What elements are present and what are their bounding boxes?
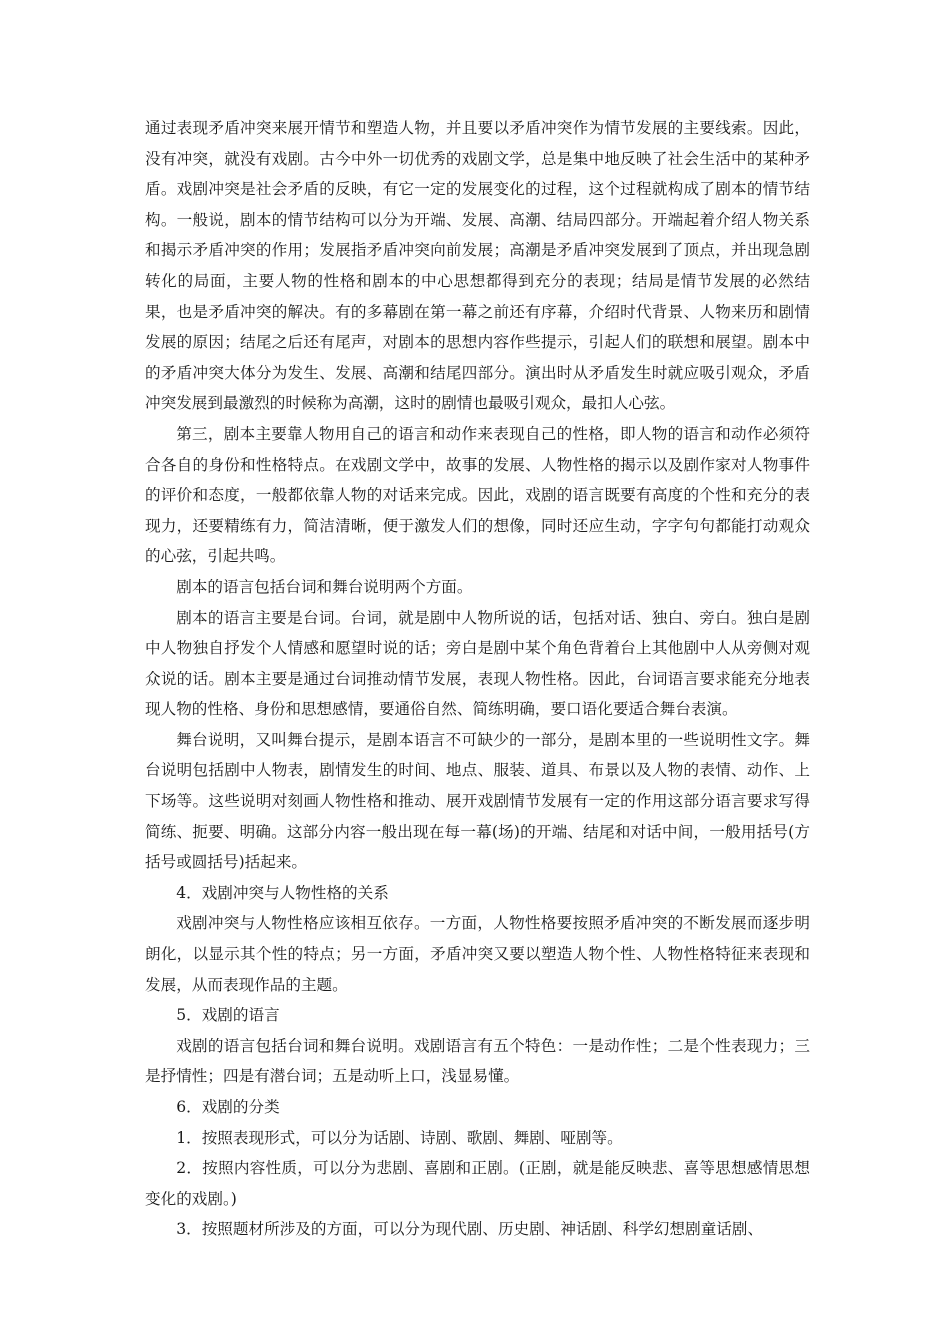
section-heading-conflict-character: 4．戏剧冲突与人物性格的关系 (176, 883, 389, 902)
paragraph-plot-structure: 通过表现矛盾冲突来展开情节和塑造人物，并且要以矛盾冲突作为情节发展的主要线索。因此，没有冲突，就没有戏剧。古今中外一切优秀的戏剧文学，总是集中地反映了社会生活中的某种矛盾。戏剧冲突是社会矛盾的反映，有它一定的发展变化的过程，这个过程就构成了剧本的情节结构。一般说，剧本的情节结构可以分为开端、发展、高潮、结局四部分。开端起着介绍人物关系和揭示矛盾冲突的作用；发展指矛盾冲突向前发展；高潮是矛盾冲突发展到了顶点，并出现急剧转化的局面，主要人物的性格和剧本的中心思想都得到充分的表现；结局是情节发展的必然结果，也是矛盾冲突的解决。有的多幕剧在第一幕之前还有序幕，介绍时代背景、人物来历和剧情发展的原因；结尾之后还有尾声，对剧本的思想内容作些提示，引起人们的联想和展望。剧本中的矛盾冲突大体分为发生、发展、高潮和结尾四部分。演出时从矛盾发生时就应吸引观众，矛盾冲突发展到最激烈的时候称为高潮，这时的剧情也最吸引观众，最扣人心弦。 (145, 119, 810, 413)
paragraph-character-language: 第三，剧本主要靠人物用自己的语言和动作来表现自己的性格，即人物的语言和动作必须符合各自的身份和性格特点。在戏剧文学中，故事的发展、人物性格的揭示以及剧作家对人物事件的评价和态度，一般都依靠人物的对话来完成。因此，戏剧的语言既要有高度的个性和充分的表现力，还要精练有力，简洁清晰，便于激发人们的想像，同时还应生动，字字句句都能打动观众的心弦，引起共鸣。 (145, 424, 810, 566)
section-heading-drama-classification: 6．戏剧的分类 (176, 1098, 280, 1116)
paragraph-stage-directions: 舞台说明，又叫舞台提示，是剧本语言不可缺少的一部分，是剧本里的一些说明性文字。舞台说明包括剧中人物表，剧情发生的时间、地点、服装、道具、布景以及人物的表情、动作、上下场等。这些说明对刻画人物性格和推动、展开戏剧情节发展有一定的作用这部分语言要求写得简练、扼要、明确。这部分内容一般出现在每一幕(场)的开端、结尾和对话中间，一般用括号(方括号或圆括号)括起来。 (145, 730, 810, 872)
paragraph-conflict-character: 戏剧冲突与人物性格应该相互依存。一方面，人物性格要按照矛盾冲突的不断发展而逐步明朗化，以显示其个性的特点；另一方面，矛盾冲突又要以塑造人物个性、人物性格特征来表现和发展，从而表现作品的主题。 (145, 914, 810, 994)
document-body (145, 113, 810, 1245)
paragraph-language-parts: 剧本的语言包括台词和舞台说明两个方面。 (176, 577, 473, 596)
paragraph-drama-language: 戏剧的语言包括台词和舞台说明。戏剧语言有五个特色：一是动作性；二是个性表现力；三是抒情性；四是有潜台词；五是动听上口，浅显易懂。 (145, 1036, 810, 1086)
paragraph-dialogue: 剧本的语言主要是台词。台词，就是剧中人物所说的话，包括对话、独白、旁白。独白是剧中人物独自抒发个人情感和愿望时说的话；旁白是剧中某个角色背着台上其他剧中人从旁侧对观众说的话。剧本主要是通过台词推动情节发展，表现人物性格。因此，台词语言要求能充分地表现人物的性格、身份和思想感情，要通俗自然、简练明确，要口语化要适合舞台表演。 (145, 608, 810, 719)
list-item-by-form: 1．按照表现形式，可以分为话剧、诗剧、歌剧、舞剧、哑剧等。 (176, 1128, 623, 1147)
list-item-by-subject: 3．按照题材所涉及的方面，可以分为现代剧、历史剧、神话剧、科学幻想剧童话剧、 (176, 1220, 764, 1239)
list-item-by-content: 2．按照内容性质，可以分为悲剧、喜剧和正剧。(正剧，就是能反映悲、喜等思想感情思想变化的戏剧。) (145, 1159, 810, 1208)
section-heading-drama-language: 5．戏剧的语言 (176, 1006, 280, 1025)
